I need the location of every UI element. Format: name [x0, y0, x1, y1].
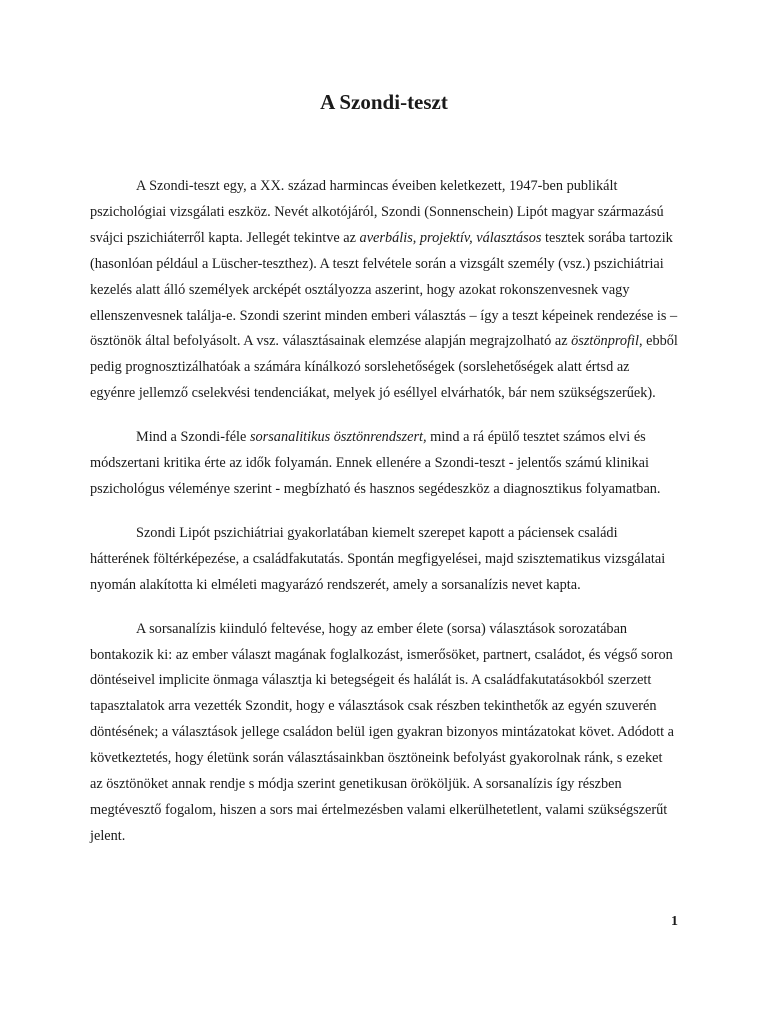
- document-body: [90, 174, 678, 868]
- paragraph-fate-analysis: [90, 617, 678, 850]
- paragraph-text: Szondi Lipót pszichiátriai gyakorlatában kiemelt szerepet kapott a páciensek családi hátterének föltérképezése, a családfakutatás. Spontán megfigyelései, majd szisztematikus vizsgálatai nyomán alakította ki elméleti magyarázó rendszerét, amely a sorsanalízis nevet kapta.: [90, 524, 666, 593]
- page-number: 1: [671, 914, 678, 929]
- paragraph-text: Mind a Szondi-féle: [136, 429, 250, 446]
- paragraph-text: A sorsanalízis kiinduló feltevése, hogy az ember élete (sorsa) választások sorozatában bontakozik ki: az ember választ magának foglalkozást, ismerősöket, partnert, családot, és végső soron döntéseivel implicite önmaga választja ki betegségeit és halálát is. A családfakutatásokból szerzett tapasztalatok arra vezették Szondit, hogy e választások csak részben tekinthetők az egyén szuverén döntésének; a választások jellege családon belül igen gyakran bizonyos mintázatokat követ. Adódott a következtetés, hogy életünk során választásainkban ösztöneink befolyást gyakorolnak ránk, s ezeket az ösztönöket annak rendje s módja szerint genetikusan örököljük. A sorsanalízis így részben megtévesztő fogalom, hiszen a sors mai értelmezésben valami elkerülhetetlent, valami szükségszerűt jelent.: [90, 620, 675, 844]
- document-title: A Szondi-teszt: [320, 90, 448, 114]
- italic-phrase: ösztönprofil: [571, 333, 639, 350]
- paragraph-family-research: [90, 521, 678, 599]
- italic-phrase: averbális, projektív, választásos: [359, 229, 542, 246]
- paragraph-text: mind a rá épülő tesztet számos elvi és módszertani kritika érte az idők folyamán. Ennek ellenére a Szondi-teszt - jelentős számú klinikai pszichológus véleménye szerint - megbízható és hasznos segédeszköz a diagnosztikus folyamatban.: [90, 429, 661, 497]
- italic-phrase: sorsanalitikus ösztönrendszert,: [249, 429, 427, 446]
- paragraph-intro: [90, 174, 678, 407]
- paragraph-text: , ebből pedig prognosztizálhatóak a számára kínálkozó sorslehetőségek (sorslehetőségek alatt értsd az egyénre jellemző cselekvési tendenciákat, melyek jó eséllyel elvárhatók, bár nem szükségszerűek).: [90, 333, 678, 402]
- paragraph-text: A Szondi-teszt egy, a XX. század harmincas éveiben keletkezett, 1947-ben publikált pszichológiai vizsgálati eszköz. Nevét alkotójáról, Szondi (Sonnenschein) Lipót magyar származású svájci pszichiáterről kapta. Jellegét tekintve az: [90, 178, 664, 246]
- paragraph-text: tesztek sorába tartozik (hasonlóan például a Lüscher-teszthez). A teszt felvétele során a vizsgált személy (vsz.) pszichiátriai kezelés alatt álló személyek arcképét osztályozza aszerint, hogy azokat rokonszenvesnek vagy ellenszenvesnek találja-e. Szondi szerint minden emberi választás – így a teszt képeinek rendezése is – ösztönök által befolyásolt. A vsz. választásainak elemzése alapján megrajzolható az: [90, 229, 678, 350]
- paragraph-criticism: [90, 425, 678, 503]
